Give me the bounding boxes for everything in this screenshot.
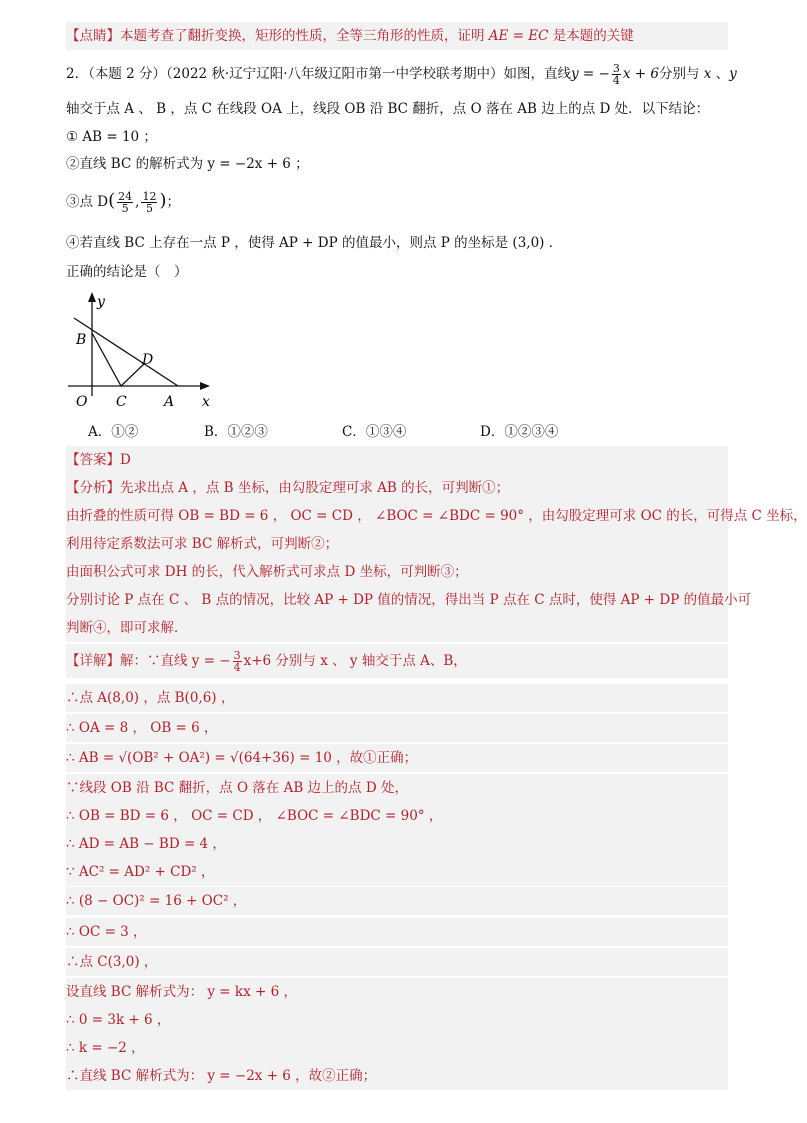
detail-line-15: ∴直线 BC 解析式为： y = −2x + 6 ，故②正确；	[66, 1062, 728, 1090]
conclusion-2: ②直线 BC 的解析式为 y = −2x + 6 ；	[66, 156, 309, 172]
label-b: B	[76, 332, 87, 348]
option-d[interactable]: D．①②③④	[480, 424, 559, 440]
answer-tag: 【答案】	[66, 452, 120, 468]
analysis-line-3: 利用待定系数法可求 BC 解析式，可判断②；	[66, 530, 728, 558]
detail-line-11: ∴点 C(3,0) ，	[66, 948, 728, 976]
analysis-line-6: 判断④，即可求解．	[66, 614, 728, 642]
detail-line-7: ∴ AD = AB − BD = 4 ，	[66, 830, 728, 858]
detail-fraction: $\frac{3}{4}$	[233, 649, 241, 674]
question-prompt: 正确的结论是（ ）	[66, 264, 188, 280]
detail-line-5: ∵线段 OB 沿 BC 翻折，点 O 落在 AB 边上的点 D 处，	[66, 774, 728, 802]
option-b[interactable]: B．①②③	[204, 424, 268, 440]
detail-line-9: ∴ (8 − OC)² = 16 + OC² ，	[66, 887, 728, 915]
answer-value: D	[120, 452, 131, 468]
detail-line-2: ∴点 A(8,0) ，点 B(0,6) ，	[66, 684, 728, 712]
detail-line-1: 【详解】解：∵直线 y = − $\frac{3}{4}$ x+6 分别与 x 、 y 轴交于点 A、B，	[66, 644, 728, 678]
answer-line	[66, 446, 728, 474]
detail-line-10: ∴ OC = 3 ，	[66, 918, 728, 946]
option-c[interactable]: C．①③④	[342, 424, 407, 440]
d-x-fraction: $\frac{24}{5}$	[118, 190, 133, 215]
question-line-1	[66, 60, 737, 88]
analysis-line-5: 分别讨论 P 点在 C 、 B 点的情况，比较 AP + DP 值的情况，得出当 P 点在 C 点时，使得 AP + DP 的值最小可	[66, 586, 728, 614]
analysis-line-1: 【分析】先求出点 A ，点 B 坐标，由勾股定理可求 AB 的长，可判断①；	[66, 474, 728, 502]
detail-tag: 【详解】	[66, 653, 120, 669]
detail-line-13: ∴ 0 = 3k + 6 ，	[66, 1006, 728, 1034]
y-axis-arrow	[88, 292, 96, 302]
question-fraction: $\frac{3}{4}$	[612, 62, 620, 87]
remark-tail: 是本题的关键	[548, 28, 634, 44]
question-after-eq: 分别与	[658, 66, 704, 82]
conclusion-3: ③点 D( $\frac{24}{5}$ , $\frac{12}{5}$ )；	[66, 190, 180, 215]
label-x: x	[202, 394, 210, 410]
detail-line-12: 设直线 BC 解析式为： y = kx + 6 ，	[66, 978, 728, 1006]
segment-bc	[92, 333, 121, 386]
label-a: A	[164, 394, 175, 410]
label-y: y	[97, 294, 105, 310]
segment-cd	[121, 364, 144, 386]
remark-text: 本题考查了翻折变换，矩形的性质，全等三角形的性质，证明	[120, 28, 489, 44]
line-ab	[74, 318, 178, 386]
label-c: C	[116, 394, 127, 410]
conclusion-4: ④若直线 BC 上存在一点 P ，使得 AP + DP 的值最小，则点 P 的坐标是 (3,0) ．	[66, 235, 563, 251]
answer-options	[84, 420, 684, 444]
detail-line-14: ∴ k = −2 ，	[66, 1034, 728, 1062]
question-line-2: 轴交于点 A 、 B ，点 C 在线段 OA 上，线段 OB 沿 BC 翻折，点 O 落在 AB 边上的点 D 处．以下结论：	[66, 101, 710, 117]
option-a[interactable]: A．①②	[88, 424, 139, 440]
detail-line-4: ∴ AB = √(OB² + OA²) = √(64+36) = 10 ，故①正确；	[66, 744, 728, 772]
label-o: O	[76, 394, 88, 410]
analysis-line-4: 由面积公式可求 DH 的长，代入解析式可求点 D 坐标，可判断③；	[66, 558, 728, 586]
detail-line-6: ∴ OB = BD = 6 ， OC = CD ， ∠BOC = ∠BDC = 90° ，	[66, 802, 728, 830]
question-eq-rhs: x + 6	[622, 66, 659, 82]
analysis-line-2: 由折叠的性质可得 OB = BD = 6 ， OC = CD ， ∠BOC = ∠BDC = 90° ，由勾股定理可求 OC 的长，可得点 C 坐标，	[66, 502, 728, 530]
remark-tag: 【点睛】	[66, 28, 120, 44]
remark-formula: AE = EC	[488, 28, 549, 44]
detail-line-3: ∴ OA = 8 ， OB = 6 ，	[66, 714, 728, 742]
detail-line-8: ∵ AC² = AD² + CD² ，	[66, 858, 728, 886]
question-source: 2．（本题 2 分）（2022 秋·辽宁辽阳·八年级辽阳市第一中学校联考期中）如图，直线	[66, 66, 571, 82]
remark-line	[66, 22, 728, 50]
x-axis-arrow	[200, 382, 210, 390]
question-y-var: y	[729, 66, 737, 82]
conclusion-1: ① AB = 10 ；	[66, 129, 157, 145]
geometry-figure	[66, 288, 216, 413]
question-x-var: x	[703, 66, 712, 82]
question-sep: 、	[711, 66, 730, 82]
question-eq-lhs: y = −	[571, 66, 610, 82]
d-y-fraction: $\frac{12}{5}$	[142, 190, 157, 215]
label-d: D	[142, 352, 154, 368]
analysis-tag: 【分析】	[66, 480, 120, 496]
